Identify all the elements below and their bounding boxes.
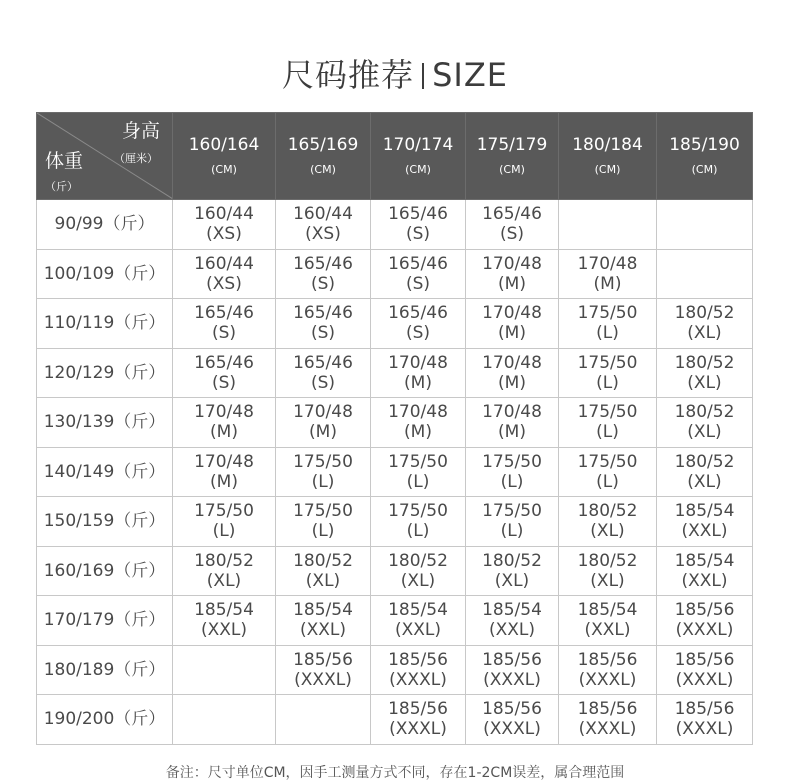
- size-cell: [466, 546, 559, 596]
- column-unit: (CM): [594, 163, 621, 176]
- size-value: 185/56: [388, 649, 448, 670]
- column-unit: (CM): [499, 163, 525, 176]
- size-cell: [559, 497, 657, 547]
- size-code: (M): [498, 372, 526, 393]
- column-height-range: 170/174: [382, 135, 454, 155]
- size-cell: [173, 249, 276, 299]
- size-code: (XXL): [299, 620, 347, 641]
- size-code: (XXL): [681, 521, 728, 542]
- title-cn: 尺码推荐: [282, 56, 415, 94]
- size-value: 165/46: [293, 253, 353, 274]
- size-cell: [466, 200, 559, 250]
- size-value: 180/52: [674, 402, 735, 423]
- size-code: (S): [211, 323, 237, 344]
- size-value: 175/50: [293, 501, 353, 522]
- size-cell: [657, 299, 753, 349]
- size-cell: [371, 398, 466, 448]
- table-row: [37, 695, 753, 745]
- size-cell: [173, 299, 276, 349]
- size-cell: [276, 398, 371, 448]
- column-unit: (CM): [691, 163, 718, 176]
- size-code: (M): [404, 422, 432, 443]
- column-header: [371, 113, 466, 200]
- size-code: (M): [498, 273, 526, 294]
- size-code: (XXL): [681, 570, 728, 591]
- size-code: (S): [405, 273, 431, 294]
- size-cell: [657, 645, 753, 695]
- title-separator: [422, 63, 424, 89]
- size-cell: [657, 249, 753, 299]
- size-value: 170/48: [482, 253, 542, 274]
- size-cell: [466, 249, 559, 299]
- column-height-range: 180/184: [572, 135, 643, 155]
- size-cell: [466, 398, 559, 448]
- size-cell: [559, 398, 657, 448]
- size-cell: [657, 447, 753, 497]
- size-code: (XL): [590, 570, 625, 591]
- header-row: [37, 113, 753, 200]
- size-code: (XL): [206, 570, 242, 591]
- size-value: 185/54: [293, 600, 353, 621]
- size-code: (XL): [590, 521, 625, 542]
- size-code: (XS): [206, 273, 242, 294]
- column-header: [466, 113, 559, 200]
- size-cell: [466, 497, 559, 547]
- size-code: (S): [405, 224, 431, 245]
- size-code: (XXXL): [578, 669, 637, 690]
- column-unit: (CM): [310, 163, 336, 176]
- weight-range-cell: 180/189（斤）: [37, 645, 173, 695]
- size-value: 175/50: [577, 352, 638, 373]
- size-code: (XXXL): [675, 669, 734, 690]
- size-code: (XXL): [200, 620, 248, 641]
- size-code: (S): [310, 323, 336, 344]
- size-cell: [559, 200, 657, 250]
- size-value: 185/56: [674, 600, 735, 621]
- size-value: 180/52: [293, 550, 353, 571]
- size-value: 175/50: [482, 451, 542, 472]
- size-cell: [559, 695, 657, 745]
- size-cell: [276, 348, 371, 398]
- size-value: 170/48: [388, 402, 448, 423]
- table-row: [37, 299, 753, 349]
- size-code: (XXXL): [675, 719, 734, 740]
- size-code: (L): [311, 521, 335, 542]
- size-cell: [371, 596, 466, 646]
- weight-range-cell: 120/129（斤）: [37, 348, 173, 398]
- size-cell: [276, 546, 371, 596]
- size-code: (L): [596, 323, 619, 344]
- column-height-range: 185/190: [669, 135, 740, 155]
- size-cell: [276, 695, 371, 745]
- size-value: 185/56: [577, 699, 638, 720]
- size-code: (L): [406, 521, 430, 542]
- size-cell: [657, 398, 753, 448]
- size-cell: [559, 596, 657, 646]
- size-cell: [371, 348, 466, 398]
- size-code: (XXXL): [389, 719, 447, 740]
- size-cell: [276, 596, 371, 646]
- size-value: 175/50: [293, 451, 353, 472]
- size-value: 180/52: [577, 501, 638, 522]
- size-cell: [466, 596, 559, 646]
- weight-range-cell: 170/179（斤）: [37, 596, 173, 646]
- size-code: (XXL): [488, 620, 536, 641]
- column-header: [559, 113, 657, 200]
- title-en: SIZE: [432, 56, 508, 94]
- size-value: 180/52: [482, 550, 542, 571]
- size-value: 180/52: [577, 550, 638, 571]
- size-cell: [657, 596, 753, 646]
- weight-label: 体重: [45, 150, 84, 172]
- size-cell: [371, 299, 466, 349]
- size-code: (M): [404, 372, 432, 393]
- size-cell: [371, 695, 466, 745]
- size-cell: [657, 497, 753, 547]
- size-value: 185/54: [577, 600, 638, 621]
- size-code: (XL): [687, 323, 722, 344]
- size-cell: [559, 645, 657, 695]
- size-value: 160/44: [194, 204, 254, 225]
- size-value: 185/56: [388, 699, 448, 720]
- size-value: 165/46: [388, 253, 448, 274]
- size-cell: [173, 200, 276, 250]
- weight-range-cell: 90/99（斤）: [37, 200, 173, 250]
- size-value: 185/56: [674, 699, 735, 720]
- size-code: (M): [309, 422, 337, 443]
- size-value: 175/50: [388, 451, 448, 472]
- size-cell: [657, 200, 753, 250]
- size-cell: [559, 249, 657, 299]
- size-cell: [173, 695, 276, 745]
- size-cell: [276, 200, 371, 250]
- size-code: (XL): [494, 570, 530, 591]
- size-code: (L): [500, 471, 524, 492]
- size-value: 165/46: [293, 303, 353, 324]
- size-cell: [371, 497, 466, 547]
- table-row: [37, 200, 753, 250]
- size-code: (L): [406, 471, 430, 492]
- size-cell: [173, 546, 276, 596]
- size-code: (XXXL): [483, 719, 541, 740]
- size-value: 175/50: [388, 501, 448, 522]
- size-cell: [173, 447, 276, 497]
- footnote: 备注：尺寸单位CM，因手工测量方式不同，存在1-2CM误差，属合理范围: [165, 765, 625, 781]
- size-cell: [371, 447, 466, 497]
- size-value: 170/48: [482, 402, 542, 423]
- size-code: (L): [596, 372, 619, 393]
- column-header: [657, 113, 753, 200]
- size-value: 175/50: [577, 303, 638, 324]
- size-code: (XL): [687, 372, 722, 393]
- size-value: 170/48: [194, 402, 254, 423]
- size-code: (XXXL): [578, 719, 637, 740]
- size-value: 175/50: [194, 501, 254, 522]
- size-code: (M): [498, 323, 526, 344]
- size-code: (XXXL): [389, 669, 447, 690]
- table-row: [37, 546, 753, 596]
- size-cell: [371, 249, 466, 299]
- size-code: (M): [210, 471, 238, 492]
- size-code: (L): [311, 471, 335, 492]
- size-cell: [173, 348, 276, 398]
- weight-range-cell: 110/119（斤）: [37, 299, 173, 349]
- size-cell: [466, 299, 559, 349]
- size-value: 180/52: [674, 451, 735, 472]
- column-height-range: 175/179: [476, 135, 548, 155]
- size-value: 185/54: [482, 600, 542, 621]
- size-code: (S): [499, 224, 525, 245]
- size-code: (S): [211, 372, 237, 393]
- size-cell: [173, 398, 276, 448]
- table-row: [37, 497, 753, 547]
- size-value: 180/52: [674, 303, 735, 324]
- size-cell: [657, 695, 753, 745]
- size-code: (L): [212, 521, 236, 542]
- size-cell: [466, 695, 559, 745]
- size-value: 185/56: [577, 649, 638, 670]
- size-value: 160/44: [194, 253, 254, 274]
- size-table-body: [37, 200, 753, 745]
- size-cell: [559, 447, 657, 497]
- size-cell: [657, 348, 753, 398]
- size-code: (XXXL): [483, 669, 541, 690]
- weight-range-cell: 140/149（斤）: [37, 447, 173, 497]
- size-code: (XXL): [394, 620, 442, 641]
- size-cell: [466, 447, 559, 497]
- size-code: (XL): [400, 570, 436, 591]
- size-cell: [371, 546, 466, 596]
- height-unit: （厘米）: [114, 152, 158, 165]
- size-cell: [559, 299, 657, 349]
- weight-unit: （斤）: [45, 180, 78, 193]
- height-label: 身高: [121, 120, 160, 142]
- size-cell: [276, 299, 371, 349]
- size-code: (L): [596, 471, 619, 492]
- size-cell: [466, 645, 559, 695]
- weight-range-cell: 150/159（斤）: [37, 497, 173, 547]
- size-value: 160/44: [293, 204, 353, 225]
- size-cell: [371, 200, 466, 250]
- table-row: [37, 249, 753, 299]
- size-code: (M): [593, 273, 622, 294]
- size-cell: [276, 249, 371, 299]
- table-row: [37, 596, 753, 646]
- size-code: (L): [500, 521, 524, 542]
- size-code: (XL): [687, 471, 722, 492]
- size-cell: [173, 596, 276, 646]
- size-code: (L): [596, 422, 619, 443]
- size-value: 175/50: [482, 501, 542, 522]
- size-value: 170/48: [577, 253, 638, 274]
- table-row: [37, 645, 753, 695]
- size-value: 180/52: [674, 352, 735, 373]
- weight-range-cell: 100/109（斤）: [37, 249, 173, 299]
- size-value: 170/48: [293, 402, 353, 423]
- size-code: (XS): [305, 224, 341, 245]
- table-row: [37, 398, 753, 448]
- size-value: 185/54: [674, 550, 735, 571]
- size-cell: [466, 348, 559, 398]
- table-row: [37, 348, 753, 398]
- size-code: (M): [210, 422, 238, 443]
- column-unit: (CM): [405, 163, 431, 176]
- weight-range-cell: 130/139（斤）: [37, 398, 173, 448]
- size-cell: [559, 546, 657, 596]
- size-cell: [276, 645, 371, 695]
- weight-range-cell: 190/200（斤）: [37, 695, 173, 745]
- page-title: [0, 50, 790, 96]
- size-value: 170/48: [482, 303, 542, 324]
- size-value: 170/48: [194, 451, 254, 472]
- size-code: (S): [405, 323, 431, 344]
- size-chart-table: [36, 112, 753, 745]
- size-cell: [173, 645, 276, 695]
- size-code: (XS): [206, 224, 242, 245]
- column-header: [173, 113, 276, 200]
- size-code: (XXXL): [294, 669, 352, 690]
- size-cell: [173, 497, 276, 547]
- size-value: 170/48: [388, 352, 448, 373]
- column-height-range: 165/169: [287, 135, 359, 155]
- size-value: 180/52: [194, 550, 254, 571]
- size-cell: [371, 645, 466, 695]
- size-code: (S): [310, 273, 336, 294]
- size-value: 185/56: [674, 649, 735, 670]
- size-cell: [657, 546, 753, 596]
- column-header: [276, 113, 371, 200]
- size-value: 175/50: [577, 451, 638, 472]
- column-height-range: 160/164: [188, 135, 260, 155]
- table-row: [37, 447, 753, 497]
- size-value: 185/56: [293, 649, 353, 670]
- size-code: (XXL): [584, 620, 631, 641]
- size-value: 165/46: [388, 204, 448, 225]
- size-value: 185/54: [388, 600, 448, 621]
- size-value: 180/52: [388, 550, 448, 571]
- size-value: 165/46: [482, 204, 542, 225]
- size-code: (S): [310, 372, 336, 393]
- size-value: 165/46: [194, 352, 254, 373]
- column-unit: (CM): [211, 163, 237, 176]
- size-value: 185/54: [194, 600, 254, 621]
- size-value: 185/56: [482, 699, 542, 720]
- size-value: 165/46: [293, 352, 353, 373]
- size-cell: [276, 447, 371, 497]
- size-code: (XL): [305, 570, 341, 591]
- size-value: 170/48: [482, 352, 542, 373]
- size-cell: [276, 497, 371, 547]
- size-value: 185/54: [674, 501, 735, 522]
- size-value: 165/46: [194, 303, 254, 324]
- corner-header: [37, 113, 173, 200]
- size-code: (XL): [687, 422, 722, 443]
- size-value: 165/46: [388, 303, 448, 324]
- size-code: (XXXL): [675, 620, 734, 641]
- size-cell: [559, 348, 657, 398]
- size-value: 185/56: [482, 649, 542, 670]
- size-value: 175/50: [577, 402, 638, 423]
- size-code: (M): [498, 422, 526, 443]
- weight-range-cell: 160/169（斤）: [37, 546, 173, 596]
